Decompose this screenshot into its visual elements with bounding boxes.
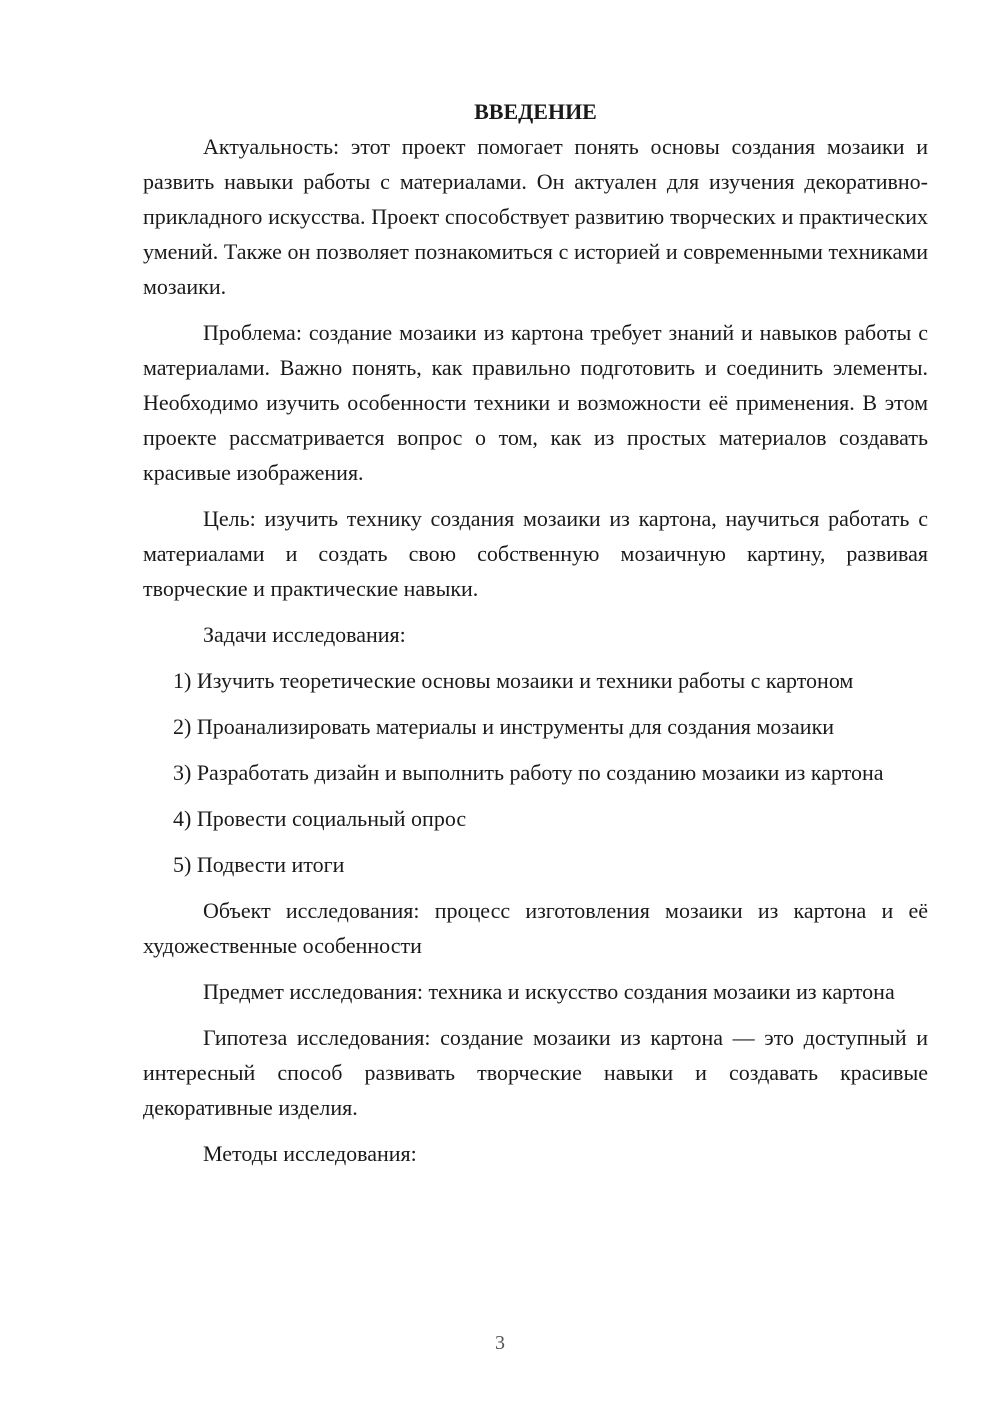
task-item-4: 4) Провести социальный опрос: [173, 806, 467, 831]
methods-heading: Методы исследования:: [203, 1141, 417, 1166]
task-item-1: 1) Изучить теоретические основы мозаики и техники работы с картоном: [173, 668, 854, 693]
paragraph-goal: Цель: изучить технику создания мозаики из картона, научиться работать с материалами и создать свою собственную мозаичную картину, развивая творческие и практические навыки.: [143, 506, 928, 601]
section-title: ВВЕДЕНИЕ: [474, 99, 597, 124]
page-number: 3: [495, 1332, 505, 1354]
paragraph-subject: Предмет исследования: техника и искусство создания мозаики из картона: [203, 979, 895, 1004]
task-item-5: 5) Подвести итоги: [173, 852, 345, 877]
paragraph-hypothesis: Гипотеза исследования: создание мозаики из картона — это доступный и интересный способ развивать творческие навыки и создавать красивые декоративные изделия.: [143, 1025, 928, 1120]
document-page: [143, 90, 928, 1182]
paragraph-relevance: Актуальность: этот проект помогает понять основы создания мозаики и развить навыки работы с материалами. Он актуален для изучения декоративно-прикладного искусства. Проект способствует развитию творческих и практических умений. Также он позволяет познакомиться с историей и современными техниками мозаики.: [143, 134, 928, 299]
task-item-2: 2) Проанализировать материалы и инструменты для создания мозаики: [173, 714, 835, 739]
task-item-3: 3) Разработать дизайн и выполнить работу по созданию мозаики из картона: [173, 760, 884, 785]
tasks-heading: Задачи исследования:: [203, 622, 406, 647]
tasks-list: [143, 663, 928, 882]
paragraph-object: Объект исследования: процесс изготовления мозаики из картона и её художественные особенности: [143, 898, 928, 958]
paragraph-problem: Проблема: создание мозаики из картона требует знаний и навыков работы с материалами. Важно понять, как правильно подготовить и соединить элементы. Необходимо изучить особенности техники и возможности её применения. В этом проекте рассматривается вопрос о том, как из простых материалов создавать красивые изображения.: [143, 320, 928, 485]
